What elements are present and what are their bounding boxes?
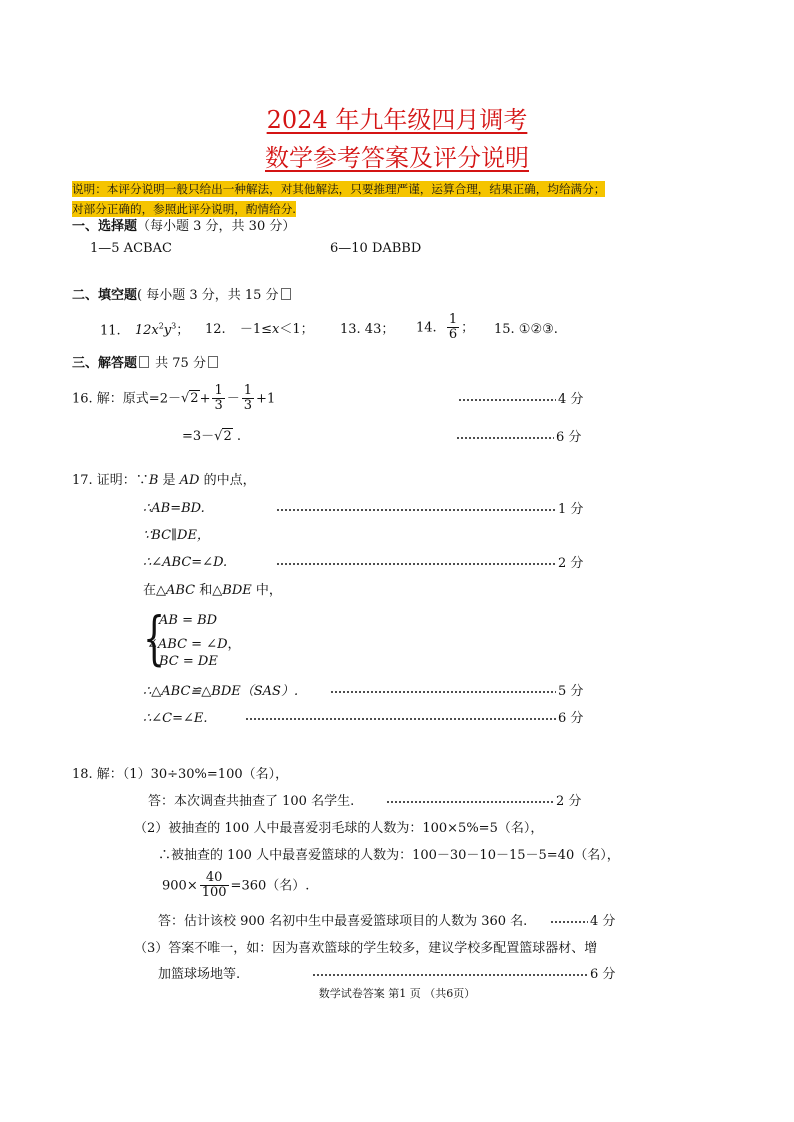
q12-number: 12.	[205, 322, 226, 337]
q11-number: 11.	[100, 323, 121, 339]
exam-subtitle: 数学参考答案及评分说明	[265, 144, 529, 172]
note-line-2: 对部分正确的，参照此评分说明，酌情给分.	[72, 201, 296, 216]
q18-score-line-3	[312, 967, 617, 983]
q18-line-6: 答：估计该校 900 名初中生中最喜爱篮球项目的人数为 360 名.	[158, 914, 528, 929]
q18-fraction: $\frac{40}{100}$	[201, 870, 227, 901]
q17-line-6: ∴△ABC≌△BDE（SAS）.	[143, 684, 299, 699]
section-choice-title: 一、选择题	[72, 219, 138, 234]
q18-line-3: （2）被抽查的 100 人中最喜爱羽毛球的人数为：100×5%=5（名），	[134, 821, 544, 836]
q18-line-1: 18. 解：（1）30÷30%=100（名），	[72, 767, 289, 782]
q12-var: x	[272, 322, 280, 337]
q17-line-7: ∴∠C=∠E.	[143, 711, 208, 726]
q17-line-3: ∵BC∥DE，	[143, 528, 210, 543]
q16-score-1: 4 分	[558, 392, 584, 407]
q12-answer	[205, 323, 314, 336]
q18-score-line-1	[386, 794, 582, 810]
q18-score-3: 6 分	[590, 967, 616, 982]
q14-fraction: $\frac{1}{6}$	[448, 312, 458, 343]
q16-score-line-2	[456, 430, 583, 446]
q17-score-2: 2 分	[558, 556, 584, 571]
q16-label: 16. 解：原式=2－	[72, 391, 181, 407]
section-choice-heading	[72, 220, 295, 233]
fill-answers-row	[100, 323, 189, 337]
brace-icon: {	[143, 604, 166, 672]
section-solve-title: 三、解答题	[72, 356, 138, 371]
q16-frac-1: $\frac{1}{3}$	[214, 383, 223, 414]
q18-score-line-2	[550, 914, 618, 930]
q18-score-2: 4 分	[590, 914, 616, 929]
q16-line-1: 16. 解：原式=2－√2+ $\frac{1}{3}$ － $\frac{1}{3}$ +1	[72, 383, 276, 414]
q17-sys-row-2: ∠ABC = ∠D，	[147, 637, 241, 652]
q17-sys-row-3: BC = DE	[159, 654, 218, 669]
q18-line-4: ∴被抽查的 100 人中最喜爱篮球的人数为：100－30－10－15－5=40（名），	[158, 848, 620, 863]
q12-post: ＜1；	[279, 322, 314, 337]
q17-score-1: 1 分	[558, 502, 584, 517]
q17-sys-row-1: AB = BD	[159, 613, 218, 628]
q18-line-2: 答：本次调查共抽查了 100 名学生.	[148, 794, 355, 809]
q17-score-line-4	[245, 711, 584, 727]
choice-answers-6-10: 6—10 DABBD	[330, 241, 422, 256]
q17-score-line-3	[330, 684, 584, 700]
q11-answer: $12x^2y^3$；	[134, 322, 190, 339]
q16-score-line-1	[458, 392, 583, 408]
q18-line-7: （3）答案不唯一，如：因为喜欢篮球的学生较多，建议学校多配置篮球器材、增	[134, 941, 598, 956]
note-line-1: 说明：本评分说明一般只给出一种解法，对其他解法，只要推理严谨，运算合理，结果正确，均给满分；	[72, 182, 606, 196]
q14-answer	[416, 313, 474, 343]
q15-answer: 15. ①②③.	[494, 322, 558, 337]
q17-line-1: 17. 证明：∵B 是 AD 的中点，	[72, 473, 256, 488]
q17-line-4: ∴∠ABC=∠D.	[143, 555, 228, 570]
section-fill-detail: ( 每小题 3 分，共 15 分	[137, 288, 279, 303]
q13-answer: 13. 43；	[340, 322, 395, 337]
q17-score-4: 6 分	[558, 711, 584, 726]
page-footer: 数学试卷答案 第1 页 （共6页）	[318, 987, 476, 1000]
q17-line-5: 在△ABC 和△BDE 中，	[143, 583, 282, 598]
q17-score-line-2	[276, 556, 584, 572]
section-solve-detail: 共 75 分	[151, 356, 206, 371]
section-choice-detail: （每小题 3 分，共 30 分）	[137, 219, 296, 234]
section-fill-heading	[72, 288, 291, 302]
q17-line-2: ∴AB=BD.	[143, 501, 205, 516]
q16-frac-2: $\frac{1}{3}$	[243, 383, 253, 414]
q12-pre: －1≤	[239, 322, 272, 337]
q14-post: ；	[461, 320, 475, 336]
q14-number: 14.	[416, 320, 437, 336]
exam-title: 2024 年九年级四月调考	[266, 106, 528, 134]
q17-score-line-1	[276, 502, 584, 518]
section-fill-title: 二、填空题	[72, 288, 138, 303]
q16-sqrt: √2	[180, 391, 199, 407]
q18-line-5: 900× $\frac{40}{100}$ =360（名）.	[162, 870, 310, 901]
q16-score-2: 6 分	[556, 430, 582, 445]
q18-score-1: 2 分	[556, 794, 582, 809]
choice-answers-1-5: 1—5 ACBAC	[90, 241, 172, 256]
scoring-note	[72, 180, 726, 219]
q16-line-2: =3－√2 .	[182, 429, 242, 444]
section-solve-heading	[72, 356, 218, 370]
q18-line-8: 加篮球场地等.	[158, 967, 241, 982]
q17-score-3: 5 分	[558, 684, 584, 699]
